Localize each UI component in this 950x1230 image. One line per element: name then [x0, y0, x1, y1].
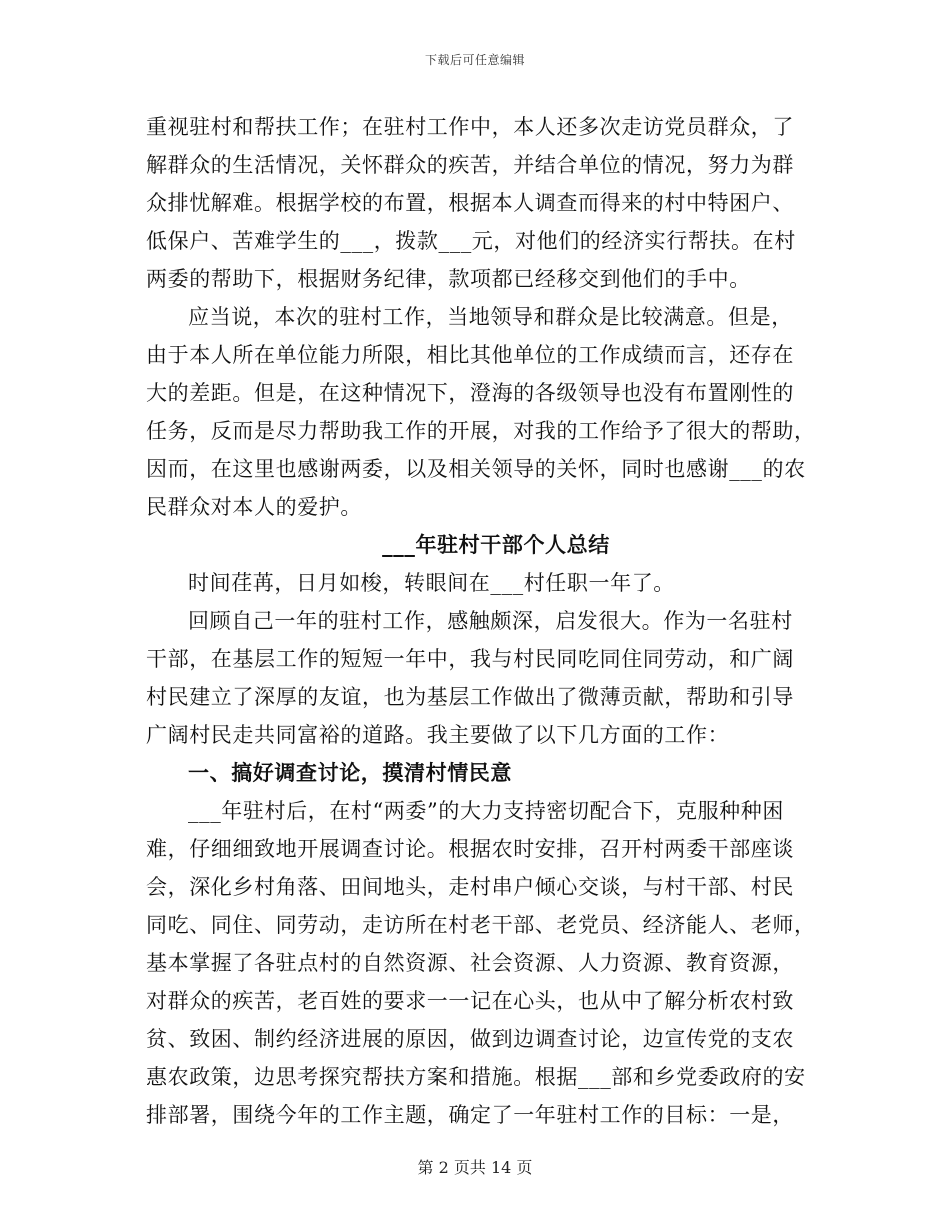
text-line: 难，仔细细致地开展调查讨论。根据农时安排，召开村两委干部座谈 — [146, 837, 794, 861]
text-line: 贫、致困、制约经济进展的原因，做到边调查讨论，边宣传党的支农 — [146, 1027, 794, 1051]
page-header: 下载后可任意编辑 — [424, 53, 525, 67]
section-title: ___年驻村干部个人总结 — [382, 532, 610, 557]
text-line: 广阔村民走共同富裕的道路。我主要做了以下几方面的工作： — [146, 723, 730, 747]
text-line: 由于本人所在单位能力所限，相比其他单位的工作成绩而言，还存在 — [146, 343, 794, 367]
text-line: 民群众对本人的爱护。 — [146, 495, 362, 519]
text-line: 排部署，围绕今年的工作主题，确定了一年驻村工作的目标：一是， — [146, 1103, 794, 1127]
text-line: 应当说，本次的驻村工作，当地领导和群众是比较满意。但是， — [188, 305, 793, 329]
text-line: 时间荏苒，日月如梭，转眼间在___村任职一年了。 — [188, 571, 675, 595]
section-heading: 一、搞好调查讨论，摸清村情民意 — [188, 760, 512, 785]
text-line: 众排忧解难。根据学校的布置，根据本人调查而得来的村中特困户、 — [146, 191, 794, 215]
paragraph — [146, 298, 816, 526]
text-line: 低保户、苦难学生的___，拨款___元，对他们的经济实行帮扶。在村 — [146, 229, 796, 253]
text-line: ___年驻村后，在村“两委”的大力支持密切配合下，克服种种困 — [188, 799, 784, 823]
text-line: 重视驻村和帮扶工作；在驻村工作中，本人还多次走访党员群众，了 — [146, 115, 794, 139]
paragraph — [146, 792, 816, 1134]
paragraph — [146, 564, 816, 602]
text-line: 同吃、同住、同劳动，走访所在村老干部、老党员、经济能人、老师， — [146, 913, 816, 937]
text-line: 基本掌握了各驻点村的自然资源、社会资源、人力资源、教育资源， — [146, 951, 794, 975]
text-line: 惠农政策，边思考探究帮扶方案和措施。根据___部和乡党委政府的安 — [146, 1065, 806, 1089]
paragraph — [146, 602, 816, 754]
text-line: 对群众的疾苦，老百姓的要求一一记在心头，也从中了解分析农村致 — [146, 989, 794, 1013]
text-line: 两委的帮助下，根据财务纪律，款项都已经移交到他们的手中。 — [146, 267, 751, 291]
text-line: 村民建立了深厚的友谊，也为基层工作做出了微薄贡献，帮助和引导 — [146, 685, 794, 709]
page-footer: 第 2 页共 14 页 — [417, 1158, 533, 1177]
text-line: 大的差距。但是，在这种情况下，澄海的各级领导也没有布置刚性的 — [146, 381, 794, 405]
text-line: 因而，在这里也感谢两委，以及相关领导的关怀，同时也感谢___的农 — [146, 457, 806, 481]
text-line: 干部，在基层工作的短短一年中，我与村民同吃同住同劳动，和广阔 — [146, 647, 794, 671]
text-line: 回顾自己一年的驻村工作，感触颇深，启发很大。作为一名驻村 — [188, 609, 793, 633]
paragraph — [146, 108, 816, 298]
text-line: 任务，反而是尽力帮助我工作的开展，对我的工作给予了很大的帮助， — [146, 419, 816, 443]
text-line: 解群众的生活情况，关怀群众的疾苦，并结合单位的情况，努力为群 — [146, 153, 794, 177]
document-body — [146, 108, 816, 1134]
text-line: 会，深化乡村角落、田间地头，走村串户倾心交谈，与村干部、村民 — [146, 875, 794, 899]
